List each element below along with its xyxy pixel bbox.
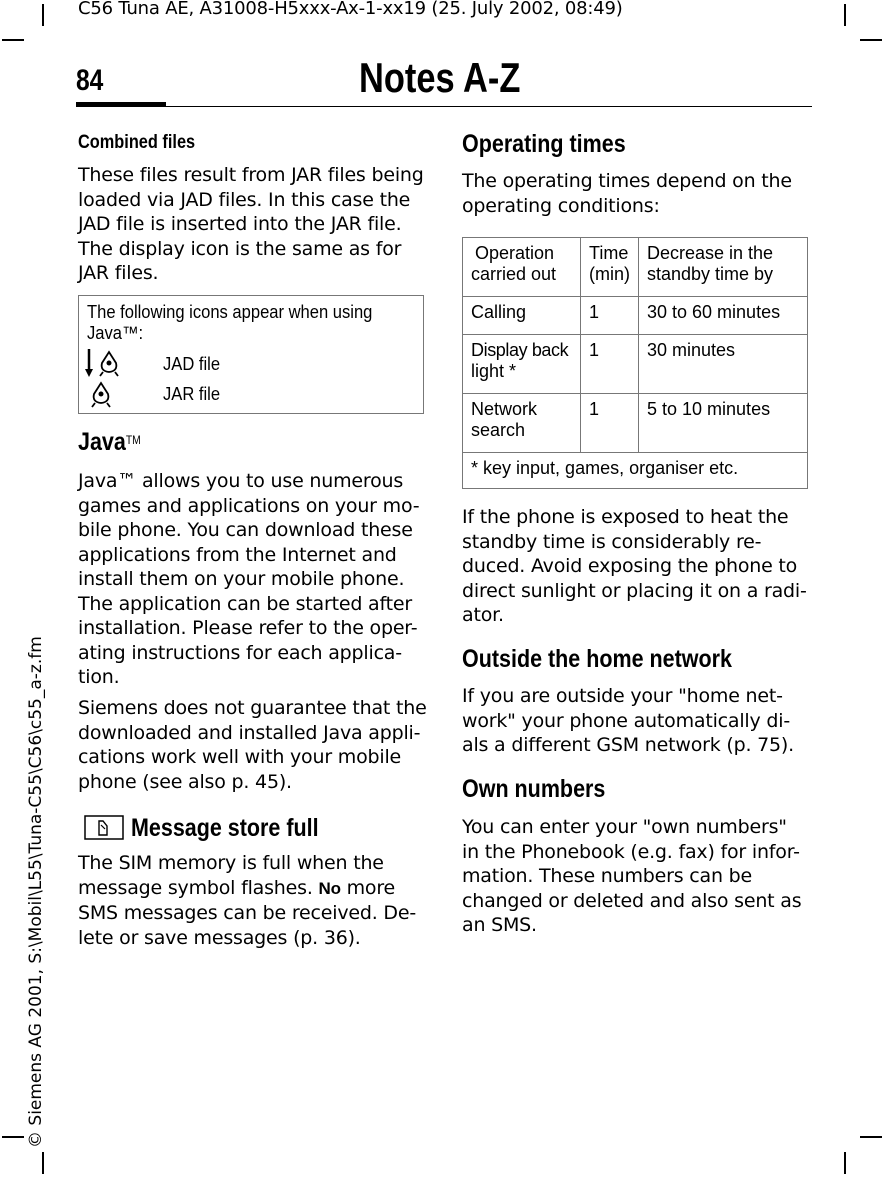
running-head: C56 Tuna AE, A31008-H5xxx-Ax-1-xx19 (25. July 2002, 08:49) xyxy=(78,0,623,19)
text-line: The display icon is the same as for xyxy=(78,237,402,260)
table-cell xyxy=(639,297,808,335)
text-line: The operating times depend on the xyxy=(462,170,792,192)
java-paragraph xyxy=(78,469,438,690)
text-line: direct sunlight or placing it on a radi- xyxy=(462,579,807,602)
cell-line: Network xyxy=(471,399,538,419)
combined-files-text xyxy=(78,163,438,286)
table-header-row xyxy=(463,238,808,297)
text-line: lete or save messages (p. 36). xyxy=(78,926,361,949)
own-numbers-heading: Own numbers xyxy=(462,775,606,803)
cell-line: Operation xyxy=(475,243,555,263)
table-header-cell xyxy=(581,238,639,297)
outside-network-heading: Outside the home network xyxy=(462,645,732,673)
cell-line: light * xyxy=(471,361,517,381)
text-line: tion. xyxy=(78,666,120,688)
table-header-cell xyxy=(639,238,808,297)
operating-times-heading: Operating times xyxy=(462,130,626,158)
table-header-cell xyxy=(463,238,581,297)
cell-line: carried out xyxy=(471,264,557,284)
trademark-symbol: TM xyxy=(125,433,141,447)
cell-line: 30 to 60 minutes xyxy=(647,302,781,322)
icon-box-intro-line: Java™: xyxy=(87,323,144,343)
text-line: installation. Please refer to the oper- xyxy=(78,617,418,639)
jad-file-icon xyxy=(84,347,122,379)
jar-file-icon xyxy=(84,378,122,410)
text-line: in the Phonebook (e.g. fax) for infor- xyxy=(462,840,800,863)
page-number: 84 xyxy=(76,64,104,97)
text-line: games and applications on your mo- xyxy=(78,494,420,517)
table-row xyxy=(463,335,808,394)
text-line: work" your phone automatically di- xyxy=(462,709,790,732)
java-heading-text: Java xyxy=(78,428,126,456)
cell-line: standby time by xyxy=(647,264,774,284)
cell-line: 1 xyxy=(589,340,600,360)
jad-file-label: JAD file xyxy=(163,354,221,374)
message-store-heading: Message store full xyxy=(131,814,319,842)
text-line: Siemens does not guarantee that the xyxy=(78,697,427,719)
cell-line: Decrease in the xyxy=(647,243,774,263)
icon-box-intro xyxy=(87,302,372,344)
table-cell xyxy=(463,394,581,453)
operating-times-intro xyxy=(462,169,822,218)
text-line: install them on your mobile phone. xyxy=(78,568,405,590)
java-heading xyxy=(78,428,141,457)
table-cell xyxy=(581,335,639,394)
text-line: downloaded and installed Java appli- xyxy=(78,721,421,744)
operating-times-table xyxy=(462,237,808,489)
table-cell xyxy=(463,297,581,335)
icon-box-intro-line: The following icons appear when using xyxy=(87,302,373,322)
jar-file-label: JAR file xyxy=(163,384,221,404)
crop-mark xyxy=(2,1136,24,1138)
text-line: cations work well with your mobile xyxy=(78,746,402,768)
text-span: more xyxy=(340,876,396,899)
java-disclaimer xyxy=(78,696,438,794)
crop-mark xyxy=(860,39,882,41)
copyright-side-note: © Siemens AG 2001, S:\Mobil\L55\Tuna-C55\C56\c55_a-z.fm xyxy=(26,636,46,1148)
crop-mark xyxy=(844,4,846,26)
text-line: phone (see also p. 45). xyxy=(78,770,292,793)
table-cell xyxy=(639,335,808,394)
table-cell xyxy=(463,335,581,394)
text-line: bile phone. You can download these xyxy=(78,519,413,541)
text-line: If the phone is exposed to heat the xyxy=(462,506,789,528)
text-line: If you are outside your "home net- xyxy=(462,685,783,707)
outside-network-text xyxy=(462,684,822,758)
cell-line: 1 xyxy=(589,399,600,419)
heat-paragraph xyxy=(462,505,822,628)
own-numbers-text xyxy=(462,815,822,938)
message-store-icon xyxy=(84,815,124,840)
text-line: JAR files. xyxy=(78,262,159,284)
header-rule xyxy=(76,106,812,107)
crop-mark xyxy=(844,1152,846,1174)
text-line: SMS messages can be received. De- xyxy=(78,902,416,924)
cell-line: Calling xyxy=(471,302,527,322)
page-title: Notes A-Z xyxy=(359,54,521,101)
table-footnote xyxy=(463,453,808,489)
table-cell xyxy=(581,297,639,335)
cell-line: 5 to 10 minutes xyxy=(647,399,771,419)
table-row xyxy=(463,297,808,335)
message-store-text xyxy=(78,851,438,950)
text-line: Java™ allows you to use numerous xyxy=(78,470,404,492)
text-line: loaded via JAD files. In this case the xyxy=(78,188,411,211)
table-cell xyxy=(639,394,808,453)
text-line: ator. xyxy=(462,604,504,626)
text-line: These files result from JAR files being xyxy=(78,164,424,186)
text-line xyxy=(78,876,438,902)
cell-line: * key input, games, organiser etc. xyxy=(471,458,739,478)
cell-line: 30 minutes xyxy=(647,340,736,360)
table-footnote-row xyxy=(463,453,808,489)
text-line: als a different GSM network (p. 75). xyxy=(462,734,794,756)
table-row xyxy=(463,394,808,453)
text-line: operating conditions: xyxy=(462,194,660,217)
crop-mark xyxy=(42,1152,44,1174)
text-line: The SIM memory is full when the xyxy=(78,852,384,874)
text-line: an SMS. xyxy=(462,914,537,936)
text-line: The application can be started after xyxy=(78,592,412,615)
crop-mark xyxy=(860,1136,882,1138)
text-line: ating instructions for each applica- xyxy=(78,641,402,664)
text-line: JAD file is inserted into the JAR file. xyxy=(78,213,402,235)
cell-line: Time xyxy=(589,243,629,263)
text-line: changed or deleted and also sent as xyxy=(462,889,802,912)
crop-mark xyxy=(2,39,24,41)
combined-files-heading: Combined files xyxy=(78,132,196,153)
crop-mark xyxy=(42,4,44,26)
text-line: applications from the Internet and xyxy=(78,543,397,566)
text-line: mation. These numbers can be xyxy=(462,865,753,887)
table-cell xyxy=(581,394,639,453)
text-line: duced. Avoid exposing the phone to xyxy=(462,555,798,577)
cell-line: Display back xyxy=(471,340,569,360)
text-line: standby time is considerably re- xyxy=(462,530,762,553)
cell-line: (min) xyxy=(589,264,630,284)
no-keyword: No xyxy=(318,878,341,898)
cell-line: search xyxy=(471,420,526,440)
cell-line: 1 xyxy=(589,302,600,322)
text-span: message symbol flashes. xyxy=(78,876,319,899)
text-line: You can enter your "own numbers" xyxy=(462,816,787,838)
